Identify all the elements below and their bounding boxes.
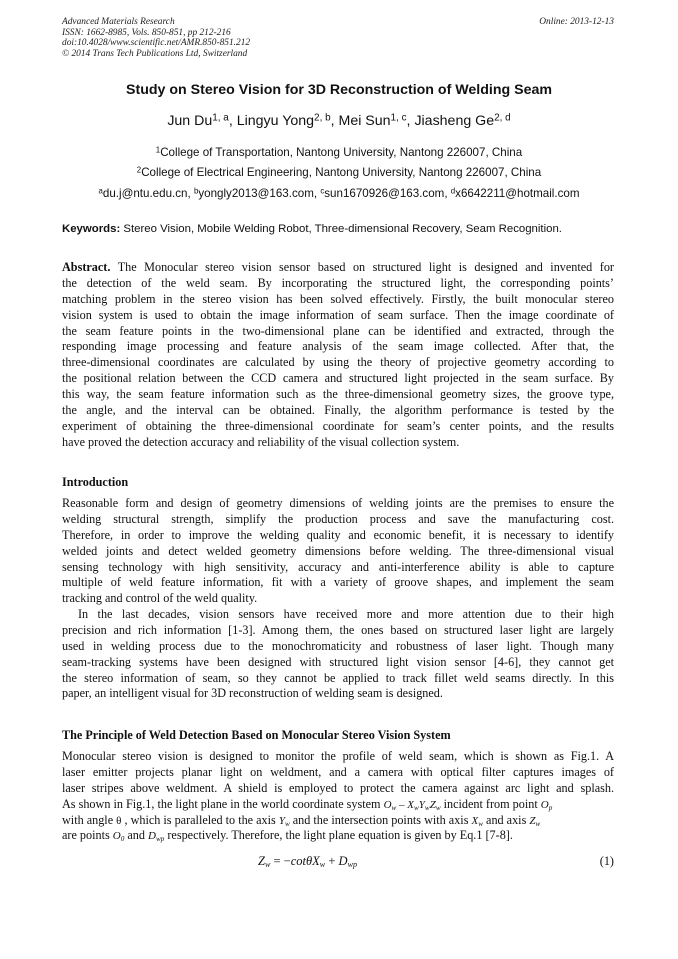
abstract-label: Abstract. xyxy=(62,260,111,274)
author-name: Jun Du xyxy=(167,113,213,129)
affiliation-2: $^2$College of Electrical Engineering, Nantong University, Nantong 226007, China xyxy=(136,165,542,179)
abstract: Abstract. The Monocular stereo vision sensor based on structured light is designed and invented for the detection of the weld seam. By incorporating the structured light, the corresponding points’ matching problem in the stereo vision has been solved effectively. Firstly, the built monocular stereo vision system is used to obtain the image information of seam surface. Then the image coordinate of the seam feature points in the two-dimensional plane can be identified and extracted, through the responding image processing and feature analysis of the seam image collected. After that, the three-dimensional coordinates are calculated by using the theory of projective geometry according to the positional relation between the CCD camera and structured light projected in the seam surface. By this way, the seam feature information such as the three-dimensional geometry sizes, the groove type, the angle, and the interval can be obtained. Finally, the algorithm performance is tested by the experiment of obtaining the three-dimensional coordinate for seam’s center points, and the results have proved the detection accuracy and reliability of the visual collection system. xyxy=(62,260,614,449)
principle-paragraph: Monocular stereo vision is designed to monitor the profile of weld seam, which is shown as Fig.1. A laser emitter projects planar light on weldment, and a camera with optical filter captures images of laser stripes above weldment. A shield is employed to protect the camera against arc light and splash. As shown in Fig.1, the light plane in the world coordinate system $O_w - X_wY_wZ_w$ incident from point $O_p$ with angle θ , which is paralleled to the axis $Y_w$ and the intersection points with axis $X_w$ and axis $Z_w$ are points $O_0$ and $D_{wp}$ respectively. Therefore, the light plane equation is given by Eq.1 [7-8]. xyxy=(62,749,614,844)
author-sup: 2, b xyxy=(314,112,331,124)
online-date: Online: 2013-12-13 xyxy=(539,17,614,27)
section-heading-principle: The Principle of Weld Detection Based on Monocular Stereo Vision System xyxy=(62,728,451,742)
author-list: Jun Du$^{1, a}$, Lingyu Yong$^{2, b}$, Mei Sun$^{1, c}$, Jiasheng Ge$^{2, d}$ xyxy=(167,112,511,129)
introduction-paragraph-1: Reasonable form and design of geometry dimensions of welding joints are the premises to ensure the welding structural strength, simplify the production process and save the manufacturing cost. Therefore, in order to improve the welding quality and economic benefit, it is necessary to identify welded joints and detect welded geometry dimensions before welding. The three-dimensional visual sensing technology with high sensitivity, accuracy and anti-interference ability is able to capture multiple of weld feature information, fit with a variety of groove shapes, and implement the seam tracking and control of the weld quality. xyxy=(62,496,614,606)
keywords xyxy=(62,223,614,235)
principle-line-5: with angle θ , which is paralleled to the axis $Y_w$ and the intersection points with axis $X_w$ and axis $Z_w$ xyxy=(62,812,541,828)
author-sup: 1, c xyxy=(390,112,407,124)
author-sup: 1, a xyxy=(212,112,229,124)
math-inline: $O_w - X_wY_wZ_w$ xyxy=(383,798,441,812)
keywords-text: Stereo Vision, Mobile Welding Robot, Three-dimensional Recovery, Seam Recognition. xyxy=(120,223,562,235)
author-name: Jiasheng Ge xyxy=(414,113,495,129)
journal-header xyxy=(62,17,250,59)
author-name: Lingyu Yong xyxy=(236,113,315,129)
email-link[interactable]: yongly2013@163.com, xyxy=(198,187,321,200)
copyright-line: © 2014 Trans Tech Publications Ltd, Switzerland xyxy=(62,48,248,59)
author-sup: 2, d xyxy=(494,112,511,124)
email-link[interactable]: sun1670926@163.com, xyxy=(324,187,451,200)
section-heading-introduction: Introduction xyxy=(62,475,129,489)
equation-body: $Z_w = -\cot\theta X_w + D_{wp}$ xyxy=(258,854,358,870)
affiliation-1: $^1$College of Transportation, Nantong University, Nantong 226007, China xyxy=(155,145,523,159)
author-name: Mei Sun xyxy=(338,113,391,129)
issn-line: ISSN: 1662-8985, Vols. 850-851, pp 212-216 xyxy=(62,27,231,38)
principle-line-4: As shown in Fig.1, the light plane in the world coordinate system $O_w - X_wY_wZ_w$ incident from point $O_p$ xyxy=(62,796,553,812)
principle-line-6: are points $O_0$ and $D_{wp}$ respectively. Therefore, the light plane equation is given by Eq.1 [7-8]. xyxy=(62,828,513,844)
journal-name: Advanced Materials Research xyxy=(62,17,175,27)
equation-1 xyxy=(0,854,678,872)
paper-title: Study on Stereo Vision for 3D Reconstruction of Welding Seam xyxy=(126,82,552,98)
math-inline: $O_p$ xyxy=(540,798,553,812)
equation-number: (1) xyxy=(599,854,614,868)
keywords-label: Keywords: xyxy=(62,223,121,235)
email-list: $^a$du.j@ntu.edu.cn, $^b$yongly2013@163.com, $^c$sun1670926@163.com, $^d$x6642211@hotmail.com xyxy=(98,186,580,200)
email-link[interactable]: du.j@ntu.edu.cn, xyxy=(102,187,194,200)
introduction-paragraph-2: In the last decades, vision sensors have received more and more attention due to their high precision and rich information [1-3]. Among them, the ones based on structured laser light are largely used in welding process due to the monochromaticity and robustness of laser light. Though many seam-tracking systems have been designed with structured light vision sensor [4-6], they cannot get the stereo information of seam, so they cannot be applied to track fillet weld seams directly. In this paper, an intelligent visual for 3D reconstruction of welding seam is designed. xyxy=(62,607,614,701)
doi-line[interactable]: doi:10.4028/www.scientific.net/AMR.850-851.212 xyxy=(62,38,251,48)
email-link[interactable]: x6642211@hotmail.com xyxy=(455,187,580,200)
